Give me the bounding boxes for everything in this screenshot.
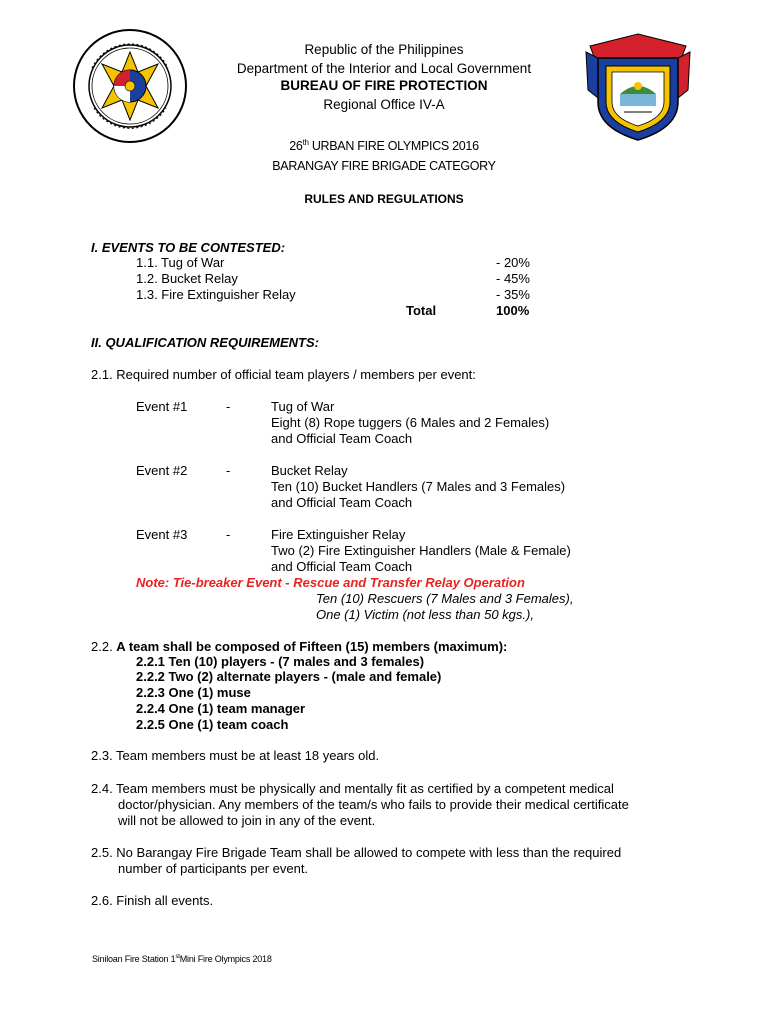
event-pct-3: - 35% [496,287,530,302]
event3-label: Event #3 [136,527,188,542]
footer-sup: st [175,954,180,960]
header-republic: Republic of the Philippines [304,42,464,57]
section2-heading: II. QUALIFICATION REQUIREMENTS: [91,335,319,350]
sub-item-2-2-3: 2.2.3 One (1) muse [136,685,251,700]
footer-rest: Mini Fire Olympics 2018 [179,954,272,964]
event1-dash: - [226,399,231,414]
event-title-line2: BARANGAY FIRE BRIGADE CATEGORY [272,159,496,173]
event1-detail: Eight (8) Rope tuggers (6 Males and 2 Females) [271,415,550,430]
event-title-rest: URBAN FIRE OLYMPICS 2016 [308,139,479,153]
event3-title: Fire Extinguisher Relay [271,527,406,542]
footer-prefix: Siniloan Fire Station 1 [92,954,176,964]
event3-dash: - [226,527,231,542]
event-item-3: 1.3. Fire Extinguisher Relay [136,287,296,302]
requirement-2-2-number: 2.2. [91,639,117,654]
header-bureau: BUREAU OF FIRE PROTECTION [280,78,488,93]
event-ordinal: 26 [289,139,303,153]
sub-item-2-2-5: 2.2.5 One (1) team coach [136,717,289,732]
event2-label: Event #2 [136,463,188,478]
event-ordinal-suffix: th [302,137,309,147]
requirement-2-6: 2.6. Finish all events. [91,893,214,908]
event-item-1: 1.1. Tug of War [136,255,225,270]
tie-breaker-note: Note: Tie-breaker Event - Rescue and Transfer Relay Operation [136,575,525,590]
event1-coach: and Official Team Coach [271,431,413,446]
event3-coach: and Official Team Coach [271,559,413,574]
section1-heading: I. EVENTS TO BE CONTESTED: [91,240,286,255]
event2-detail: Ten (10) Bucket Handlers (7 Males and 3 Females) [271,479,566,494]
total-label: Total [406,303,437,318]
footer-text [92,954,272,964]
event2-title: Bucket Relay [271,463,348,478]
requirement-2-4-line2: doctor/physician. Any members of the team/s who fails to provide their medical certificate [118,797,629,812]
event-pct-2: - 45% [496,271,530,286]
requirement-2-4-line3: will not be allowed to join in any of the event. [118,813,376,828]
event1-title: Tug of War [271,399,335,414]
event-item-2: 1.2. Bucket Relay [136,271,238,286]
total-value: 100% [496,303,530,318]
sub-item-2-2-4: 2.2.4 One (1) team manager [136,701,306,716]
requirement-2-3: 2.3. Team members must be at least 18 years old. [91,748,380,763]
note-victim: One (1) Victim (not less than 50 kgs.), [316,607,534,622]
rules-title: RULES AND REGULATIONS [304,192,464,206]
requirement-2-5-line2: number of participants per event. [118,861,309,876]
requirement-2-5-line1: 2.5. No Barangay Fire Brigade Team shall be allowed to compete with less than the required [91,845,622,860]
sub-item-2-2-1: 2.2.1 Ten (10) players - (7 males and 3 females) [136,654,425,669]
requirement-2-2-text: A team shall be composed of Fifteen (15) members (maximum): [116,639,508,654]
requirement-2-1: 2.1. Required number of official team players / members per event: [91,367,476,382]
header-office: Regional Office IV-A [323,97,445,112]
event2-dash: - [226,463,231,478]
event3-detail: Two (2) Fire Extinguisher Handlers (Male & Female) [271,543,571,558]
note-rescuers: Ten (10) Rescuers (7 Males and 3 Females), [316,591,574,606]
event-title-line1 [0,139,768,153]
event-pct-1: - 20% [496,255,530,270]
header-department: Department of the Interior and Local Government [236,61,532,76]
event1-label: Event #1 [136,399,188,414]
event2-coach: and Official Team Coach [271,495,413,510]
requirement-2-2 [91,639,507,654]
requirement-2-4-line1: 2.4. Team members must be physically and mentally fit as certified by a competent medical [91,781,614,796]
sub-item-2-2-2: 2.2.2 Two (2) alternate players - (male and female) [136,669,442,684]
